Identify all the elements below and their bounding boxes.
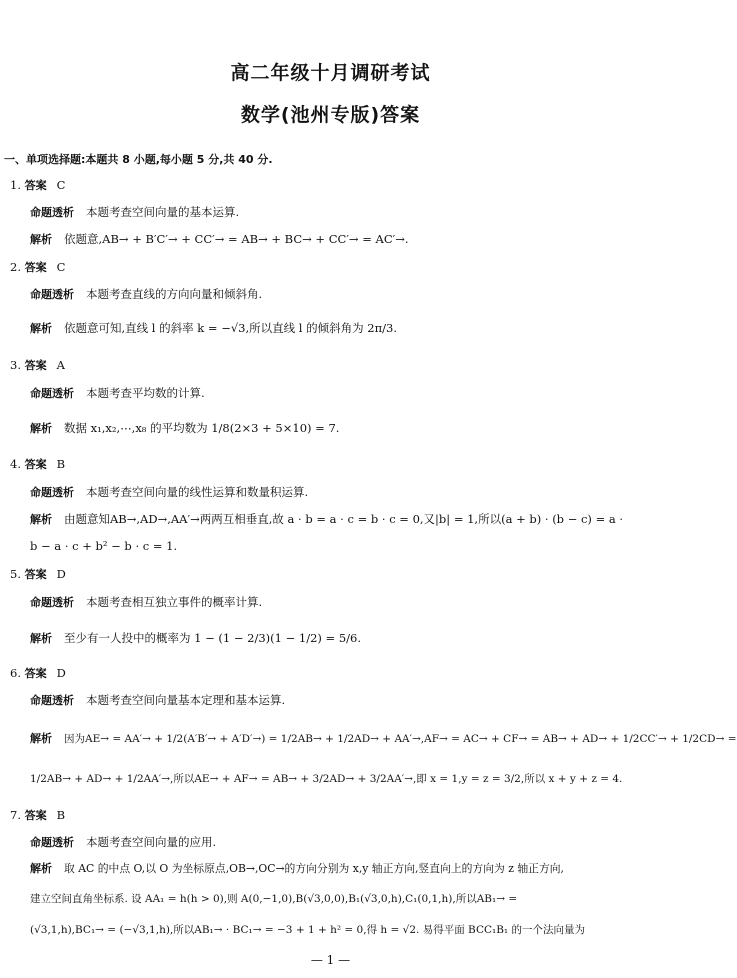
question-6-analysis-cont: 1/2AB→ + AD→ + 1/2AA′→,所以AE→ + AF→ = AB→ + 3/2AD→ + 3/2AA′→,即 x = 1,y = z = 3/2,所以 x + y + z = 4.	[30, 773, 623, 785]
question-7-analysis-cont: 建立空间直角坐标系. 设 AA₁ = h(h > 0),则 A(0,−1,0),B(√3,0,0),B₁(√3,0,h),C₁(0,1,h),所以AB₁→ =	[30, 893, 518, 905]
question-7-answer: 7. 答案 B	[10, 808, 66, 822]
question-2-analysis: 解析 依题意可知,直线 l 的斜率 k = −√3,所以直线 l 的倾斜角为 2π/3.	[30, 321, 398, 335]
question-3-insight: 命题透析 本题考查平均数的计算.	[30, 386, 205, 400]
question-3-analysis: 解析 数据 x₁,x₂,⋯,x₈ 的平均数为 1/8(2×3 + 5×10) = 7.	[30, 421, 340, 435]
question-4-analysis: 解析 由题意知AB→,AD→,AA′→两两互相垂直,故 a · b = a · c = b · c = 0,又|b| = 1,所以(a + b) · (b − c) = a ·	[30, 512, 624, 526]
question-4-insight: 命题透析 本题考查空间向量的线性运算和数量积运算.	[30, 485, 309, 499]
question-4-analysis-cont: b − a · c + b² − b · c = 1.	[30, 539, 178, 553]
question-6-analysis: 解析 因为AE→ = AA′→ + 1/2(A′B′→ + A′D′→) = 1/2AB→ + 1/2AD→ + AA′→,AF→ = AC→ + CF→ = AB→ + AD→ + 1/2CC′→ + 1/2CD→ =	[30, 732, 737, 745]
question-1-insight: 命题透析 本题考查空间向量的基本运算.	[30, 205, 240, 219]
question-7-analysis: 解析 取 AC 的中点 O,以 O 为坐标原点,OB→,OC→的方向分别为 x,y 轴正方向,竖直向上的方向为 z 轴正方向,	[30, 862, 564, 875]
question-1-answer: 1. 答案 C	[10, 178, 66, 192]
question-2-answer: 2. 答案 C	[10, 260, 66, 274]
question-5-answer: 5. 答案 D	[10, 567, 66, 581]
question-5-insight: 命题透析 本题考查相互独立事件的概率计算.	[30, 595, 263, 609]
page-number: — 1 —	[310, 953, 351, 967]
question-6-insight: 命题透析 本题考查空间向量基本定理和基本运算.	[30, 693, 286, 707]
page-title: 高二年级十月调研考试	[230, 62, 431, 84]
question-5-analysis: 解析 至少有一人投中的概率为 1 − (1 − 2/3)(1 − 1/2) = 5/6.	[30, 631, 362, 645]
section-heading: 一、单项选择题:本题共 8 小题,每小题 5 分,共 40 分.	[4, 153, 273, 166]
question-1-analysis: 解析 依题意,AB→ + B′C′→ + CC′→ = AB→ + BC→ + CC′→ = AC′→.	[30, 232, 409, 246]
question-7-insight: 命题透析 本题考查空间向量的应用.	[30, 835, 217, 849]
question-6-answer: 6. 答案 D	[10, 666, 66, 680]
question-4-answer: 4. 答案 B	[10, 457, 66, 471]
question-2-insight: 命题透析 本题考查直线的方向向量和倾斜角.	[30, 287, 263, 301]
question-7-analysis-cont-2: (√3,1,h),BC₁→ = (−√3,1,h),所以AB₁→ · BC₁→ = −3 + 1 + h² = 0,得 h = √2. 易得平面 BCC₁B₁ 的一个法向量为	[30, 924, 585, 936]
question-3-answer: 3. 答案 A	[10, 358, 65, 372]
page-subtitle: 数学(池州专版)答案	[240, 104, 421, 126]
